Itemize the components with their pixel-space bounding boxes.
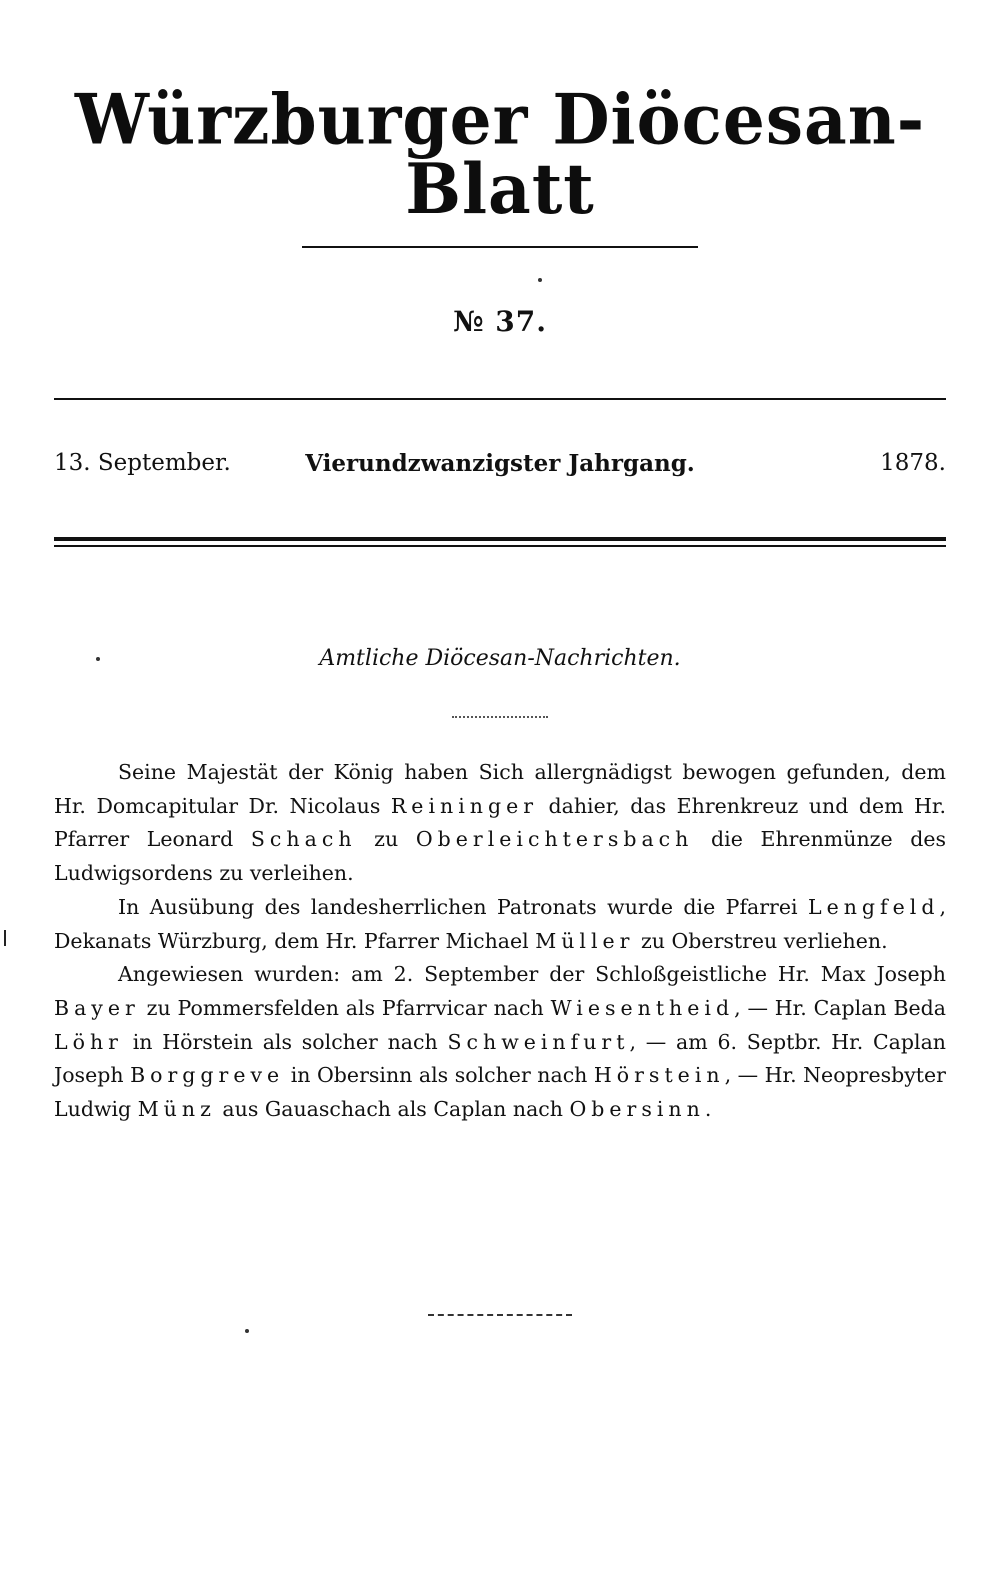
name-emphasis: Müller bbox=[535, 928, 635, 953]
text-run: In Ausübung des landesherrlichen Patronats wurde die Pfarrei bbox=[118, 894, 808, 919]
name-emphasis: Münz bbox=[137, 1097, 216, 1122]
end-divider bbox=[428, 1314, 572, 1316]
text-run: in Hörstein als solcher nach bbox=[122, 1029, 448, 1054]
text-run: . bbox=[704, 1097, 712, 1122]
text-run: die Ehrenmünze des Ludwigsordens zu verleihen. bbox=[54, 827, 947, 886]
place-emphasis: Obersinn bbox=[569, 1097, 705, 1122]
place-emphasis: Hörstein bbox=[593, 1063, 725, 1088]
name-emphasis: Borggreve bbox=[130, 1063, 285, 1088]
print-speck bbox=[96, 657, 100, 661]
volume-label: Vierundzwanzigster Jahrgang. bbox=[305, 450, 695, 477]
double-rule-thick bbox=[54, 537, 946, 541]
text-run: , — am 6. Septbr. Hr. Caplan Joseph bbox=[54, 1029, 947, 1088]
paragraph-1 bbox=[54, 756, 946, 891]
masthead-rule bbox=[302, 246, 698, 248]
place-emphasis: Oberleichtersbach bbox=[415, 827, 694, 852]
print-speck bbox=[538, 278, 542, 282]
text-run: , — Hr. Neopresbyter Ludwig bbox=[54, 1063, 946, 1122]
text-run: zu bbox=[356, 827, 416, 852]
text-run: in Obersinn als solcher nach bbox=[284, 1063, 594, 1088]
header-rule bbox=[54, 398, 946, 400]
dateline bbox=[54, 450, 946, 486]
place-emphasis: Schweinfurt bbox=[447, 1029, 630, 1054]
issue-number: № 37. bbox=[453, 305, 547, 338]
name-emphasis: Schach bbox=[250, 827, 357, 852]
place-emphasis: Wiesentheid bbox=[550, 995, 735, 1020]
text-run: , Dekanats Würzburg, dem Hr. Pfarrer Michael bbox=[54, 894, 946, 953]
name-emphasis: Löhr bbox=[54, 1029, 123, 1054]
paragraph-3 bbox=[54, 958, 946, 1127]
place-emphasis: Lengfeld bbox=[807, 894, 940, 919]
print-speck bbox=[245, 1329, 249, 1333]
name-emphasis: Reininger bbox=[390, 793, 539, 818]
text-run: zu Oberstreu verliehen. bbox=[634, 928, 888, 953]
margin-mark bbox=[4, 930, 6, 946]
article-body bbox=[54, 756, 946, 1127]
double-rule-thin bbox=[54, 545, 946, 547]
issue-year: 1878. bbox=[880, 450, 946, 476]
issue-date: 13. September. bbox=[54, 450, 231, 476]
text-run: aus Gauaschach als Caplan nach bbox=[215, 1097, 570, 1122]
text-run: Seine Majestät der König haben Sich allergnädigst bewogen gefunden, dem Hr. Domcapitular Dr. Nicolaus bbox=[54, 760, 946, 818]
section-divider bbox=[452, 716, 548, 718]
name-emphasis: Bayer bbox=[54, 995, 140, 1020]
section-heading: Amtliche Diöcesan-Nachrichten. bbox=[319, 646, 681, 671]
text-run: zu Pommersfelden als Pfarrvicar nach bbox=[139, 995, 551, 1020]
text-run: dahier, das Ehrenkreuz und dem Hr. Pfarrer Leonard bbox=[54, 793, 946, 852]
masthead-title: Würzburger Diöcesan-Blatt bbox=[74, 78, 926, 230]
text-run: Angewiesen wurden: am 2. September der Schloßgeistliche Hr. Max Joseph bbox=[118, 962, 946, 987]
text-run: , — Hr. Caplan Beda bbox=[734, 995, 947, 1020]
paragraph-2 bbox=[54, 891, 946, 958]
